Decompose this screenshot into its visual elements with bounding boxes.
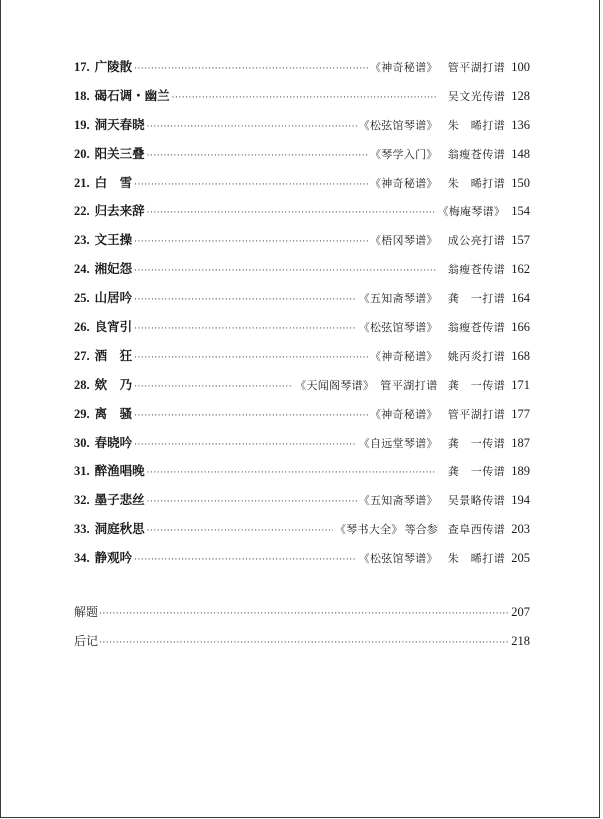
dot-leader (134, 435, 357, 455)
entry-title: 文王操 (94, 232, 133, 248)
dot-leader (147, 117, 357, 137)
entry-title: 离 骚 (94, 405, 133, 421)
entry-page-number: 166 (511, 320, 530, 335)
entry-page-number: 205 (511, 551, 530, 566)
toc-entry[interactable] (74, 144, 530, 173)
entry-credit: 龚 一传谱 (447, 465, 506, 479)
entry-source: 《自远堂琴谱》 (358, 436, 438, 450)
entry-credit: 龚 一传谱 (447, 378, 506, 392)
toc-entry[interactable] (74, 404, 530, 433)
entry-number: 27. (74, 348, 90, 363)
toc-entry[interactable] (74, 346, 530, 375)
entry-number: 32. (74, 493, 90, 508)
dot-leader (99, 638, 510, 648)
entry-credit: 吴景略传谱 (447, 494, 506, 508)
entry-page-number: 150 (511, 175, 530, 190)
back-matter-page: 218 (511, 633, 530, 648)
toc-entry[interactable] (74, 461, 530, 490)
toc-entry[interactable] (74, 490, 530, 519)
entry-page-number: 128 (511, 88, 530, 103)
toc-entry[interactable] (74, 519, 530, 548)
entry-credit: 管平湖打谱 (447, 61, 506, 74)
toc-entry[interactable] (74, 86, 530, 115)
entry-page-number: 171 (511, 377, 530, 392)
dot-leader (147, 521, 333, 541)
back-matter-list (74, 603, 530, 660)
entry-page-number: 203 (511, 522, 530, 537)
entry-source: 《松弦馆琴谱》 (358, 118, 438, 132)
entry-source: 《神奇秘谱》 (369, 176, 438, 190)
dot-leader (134, 290, 357, 310)
entry-number: 31. (74, 464, 90, 479)
dot-leader (147, 146, 368, 166)
table-of-contents (74, 57, 530, 577)
entry-credit: 朱 晞打谱 (447, 118, 506, 132)
entry-number: 30. (74, 435, 90, 450)
toc-entry[interactable] (74, 288, 530, 317)
dot-leader (134, 319, 357, 339)
back-matter-label: 解题 (74, 605, 99, 619)
toc-entry[interactable] (74, 433, 530, 462)
entry-page-number: 136 (511, 117, 530, 132)
entry-page-number: 148 (511, 146, 530, 161)
toc-entry[interactable] (74, 230, 530, 259)
dot-leader (134, 261, 436, 281)
entry-credit: 朱 晞打谱 (447, 176, 506, 190)
entry-page-number: 194 (511, 493, 530, 508)
entry-title: 醉渔唱晚 (94, 463, 145, 479)
entry-secondary-credit: 管平湖打谱 (380, 378, 438, 392)
dot-leader (147, 463, 436, 483)
entry-source: 《松弦馆琴谱》 (358, 321, 438, 335)
entry-title: 碣石调・幽兰 (94, 87, 170, 103)
entry-page-number: 157 (511, 233, 530, 248)
toc-entry[interactable] (74, 548, 530, 577)
entry-credit: 翁瘦苍传谱 (447, 321, 506, 335)
entry-credit: 龚 一打谱 (447, 292, 506, 306)
dot-leader (134, 175, 368, 195)
entry-title: 洞天春晓 (94, 116, 145, 132)
entry-source: 《琴学入门》 (369, 147, 438, 161)
entry-title: 阳关三叠 (94, 145, 145, 161)
entry-credit: 成公亮打谱 (447, 234, 506, 248)
entry-credit: 朱 晞打谱 (447, 552, 506, 566)
back-matter-entry[interactable] (74, 603, 530, 632)
entry-page-number: 177 (511, 406, 530, 421)
entry-number: 24. (74, 262, 90, 277)
entry-source: 《琴书大全》 (334, 523, 403, 537)
entry-source: 《梧冈琴谱》 (369, 234, 438, 248)
toc-entry[interactable] (74, 57, 530, 86)
entry-title: 墨子悲丝 (94, 492, 145, 508)
entry-number: 34. (74, 551, 90, 566)
dot-leader (134, 232, 368, 252)
entry-credit: 姚丙炎打谱 (447, 349, 506, 363)
dot-leader (147, 492, 357, 512)
entry-title: 白 雪 (94, 174, 133, 190)
entry-source: 《五知斋琴谱》 (358, 292, 438, 306)
entry-page-number: 100 (511, 60, 530, 74)
entry-source: 《五知斋琴谱》 (358, 494, 438, 508)
dot-leader (147, 203, 436, 223)
entry-source: 《神奇秘谱》 (369, 407, 438, 421)
entry-number: 22. (74, 204, 90, 219)
entry-title: 静观吟 (94, 550, 133, 566)
entry-source: 《神奇秘谱》 (369, 349, 438, 363)
dot-leader (172, 88, 436, 108)
entry-number: 25. (74, 291, 90, 306)
dot-leader (134, 550, 357, 570)
entry-title: 广陵散 (94, 59, 133, 74)
entry-title: 酒 狂 (94, 347, 133, 363)
entry-source: 《松弦馆琴谱》 (358, 552, 438, 566)
dot-leader (134, 406, 368, 426)
toc-entry[interactable] (74, 375, 530, 404)
entry-number: 18. (74, 88, 90, 103)
entry-number: 29. (74, 406, 90, 421)
entry-number: 19. (74, 117, 90, 132)
entry-title: 山居吟 (94, 290, 133, 306)
entry-source: 《梅庵琴谱》 (437, 205, 506, 219)
entry-source: 《神奇秘谱》 (369, 61, 438, 74)
dot-leader (134, 348, 368, 368)
entry-number: 17. (74, 60, 90, 74)
entry-number: 26. (74, 320, 90, 335)
entry-number: 20. (74, 146, 90, 161)
entry-credit: 查阜西传谱 (447, 523, 506, 537)
entry-credit: 吴文光传谱 (447, 89, 506, 103)
entry-number: 23. (74, 233, 90, 248)
entry-title: 欸 乃 (94, 376, 133, 392)
back-matter-entry[interactable] (74, 632, 530, 661)
entry-credit: 龚 一传谱 (447, 436, 506, 450)
entry-title: 湘妃怨 (94, 261, 133, 277)
entry-credit: 翁瘦苍传谱 (447, 263, 506, 277)
toc-entry[interactable] (74, 259, 530, 288)
entry-title: 归去来辞 (94, 203, 145, 219)
entry-credit: 管平湖打谱 (447, 407, 506, 421)
back-matter-label: 后记 (74, 633, 99, 648)
entry-page-number: 187 (511, 435, 530, 450)
dot-leader (99, 609, 510, 619)
dot-leader (134, 59, 368, 79)
entry-credit: 翁瘦苍传谱 (447, 147, 506, 161)
dot-leader (134, 377, 293, 397)
back-matter-page: 207 (511, 605, 530, 619)
entry-title: 良宵引 (94, 319, 133, 335)
entry-page-number: 189 (511, 464, 530, 479)
toc-entry[interactable] (74, 115, 530, 144)
entry-title: 洞庭秋思 (94, 521, 145, 537)
entry-source: 《天闻阁琴谱》 (295, 378, 375, 392)
entry-page-number: 168 (511, 348, 530, 363)
toc-entry[interactable] (74, 317, 530, 346)
entry-page-number: 164 (511, 291, 530, 306)
entry-source-note: 等合参 (404, 523, 438, 537)
entry-number: 28. (74, 377, 90, 392)
entry-page-number: 162 (511, 262, 530, 277)
toc-entry[interactable] (74, 201, 530, 230)
entry-page-number: 154 (511, 204, 530, 219)
entry-number: 33. (74, 522, 90, 537)
entry-number: 21. (74, 175, 90, 190)
entry-title: 春晓吟 (94, 434, 133, 450)
toc-entry[interactable] (74, 173, 530, 202)
